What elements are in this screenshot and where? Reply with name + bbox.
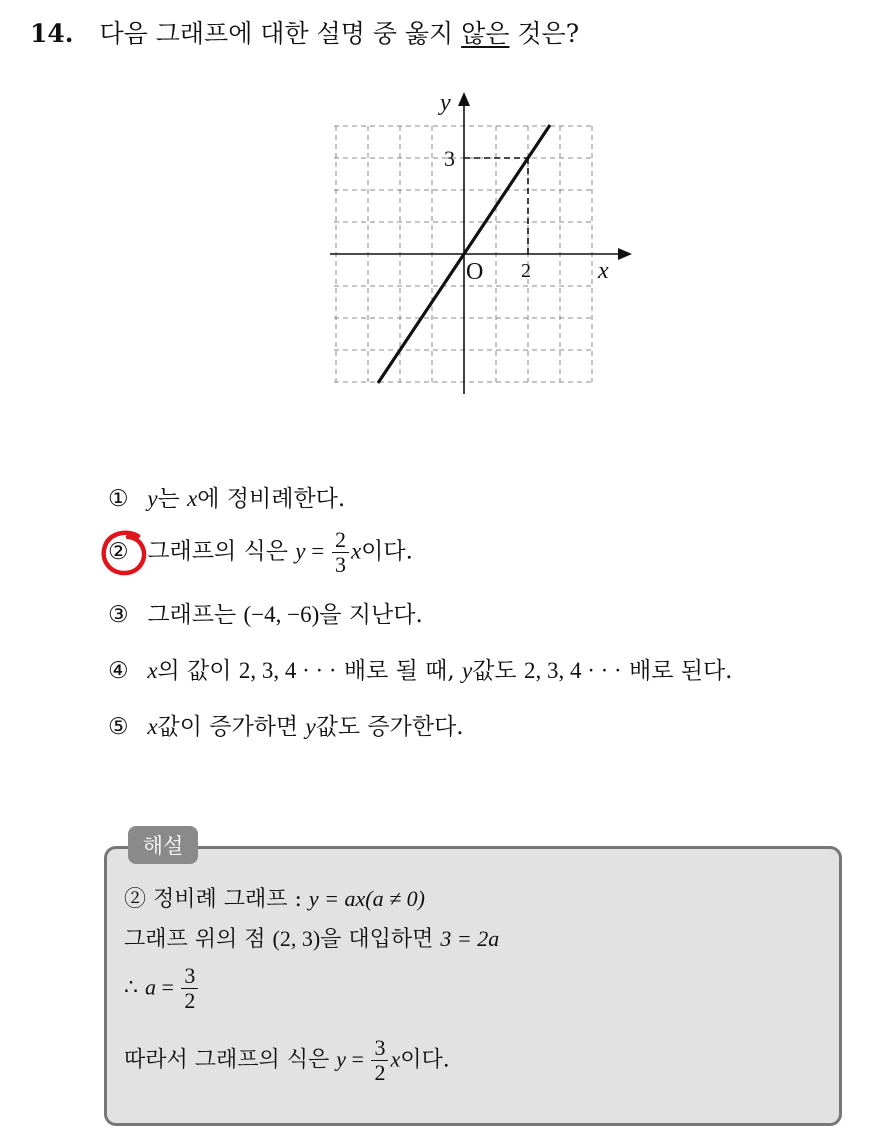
text: ② 정비례 그래프 : <box>124 887 309 912</box>
therefore: ∴ <box>124 975 145 1001</box>
fraction <box>371 1036 388 1085</box>
var: y <box>295 538 306 564</box>
point: (2, 3) <box>272 926 321 951</box>
text: 배로 된다. <box>621 658 733 684</box>
solution-line-1 <box>124 882 425 913</box>
text: 값도 <box>472 658 524 684</box>
text: 따라서 그래프의 식은 <box>124 1047 337 1073</box>
text: 에 정비례한다. <box>197 486 346 512</box>
choice-number: ② <box>108 538 129 565</box>
text: 이다. <box>361 538 413 565</box>
tick-label-x-2: 2 <box>521 260 531 282</box>
text: 이다. <box>400 1047 450 1073</box>
point: (−4, −6) <box>243 602 320 627</box>
text: 는 <box>157 486 188 512</box>
text: 값이 증가하면 <box>157 714 306 740</box>
choice-2[interactable] <box>108 528 413 577</box>
question-text: 다음 그래프에 대한 설명 중 옳지 <box>99 19 454 48</box>
var: y <box>336 1046 347 1072</box>
sequence: 2, 3, 4 · · · <box>523 658 622 683</box>
equals: = <box>156 974 180 1000</box>
fraction <box>332 528 349 577</box>
choice-1[interactable] <box>108 480 345 513</box>
fraction <box>181 964 198 1013</box>
answer-circle-mark <box>100 528 150 578</box>
text: 그래프 위의 점 <box>124 927 273 952</box>
choice-4[interactable] <box>108 652 733 685</box>
denominator: 2 <box>184 988 196 1013</box>
denominator: 3 <box>334 552 346 577</box>
x-axis-arrow <box>618 248 632 260</box>
formula: y = ax(a ≠ 0) <box>308 886 426 911</box>
text: 그래프는 <box>147 602 244 628</box>
var: x <box>187 486 198 511</box>
numerator: 2 <box>332 528 349 553</box>
tick-label-y-3: 3 <box>444 146 455 171</box>
equals: = <box>305 538 330 564</box>
text: 을 대입하면 <box>320 927 441 952</box>
text: 그래프의 식은 <box>147 538 296 565</box>
origin-label: O <box>466 259 484 285</box>
numerator: 3 <box>371 1036 388 1061</box>
denominator: 2 <box>374 1060 386 1085</box>
question-text-end: 것은? <box>517 19 580 48</box>
var: y <box>461 658 473 683</box>
x-axis-label: x <box>598 258 609 284</box>
numerator: 3 <box>181 964 198 989</box>
text: 을 지난다. <box>319 602 423 628</box>
choice-number: ① <box>108 486 129 512</box>
choice-number: ⑤ <box>108 714 129 740</box>
text: 값도 증가한다. <box>315 714 464 740</box>
equals: = <box>346 1046 370 1072</box>
choice-5[interactable] <box>108 708 464 741</box>
formula: 3 = 2a <box>440 926 500 951</box>
solution-tag: 해설 <box>128 826 198 864</box>
y-axis-arrow <box>458 92 470 106</box>
sequence: 2, 3, 4 · · · <box>238 658 337 683</box>
var: x <box>390 1046 401 1072</box>
solution-line-4 <box>124 1036 450 1085</box>
var: x <box>147 714 158 739</box>
solution-line-3 <box>124 964 200 1013</box>
var: y <box>305 714 316 739</box>
text: 의 값이 <box>157 658 239 684</box>
choice-3[interactable] <box>108 596 423 629</box>
var: a <box>145 974 156 1000</box>
var: y <box>147 486 158 511</box>
y-axis-label: y <box>440 90 451 116</box>
text: 배로 될 때, <box>336 658 462 684</box>
solution-line-2 <box>124 922 499 953</box>
var: x <box>147 658 158 683</box>
choice-number: ③ <box>108 602 129 628</box>
question-header <box>30 14 579 50</box>
question-number: 14. <box>30 19 74 48</box>
question-underlined-word: 않은 <box>461 19 510 48</box>
choice-number: ④ <box>108 658 129 684</box>
var: x <box>350 538 362 564</box>
proportion-graph <box>320 80 650 400</box>
